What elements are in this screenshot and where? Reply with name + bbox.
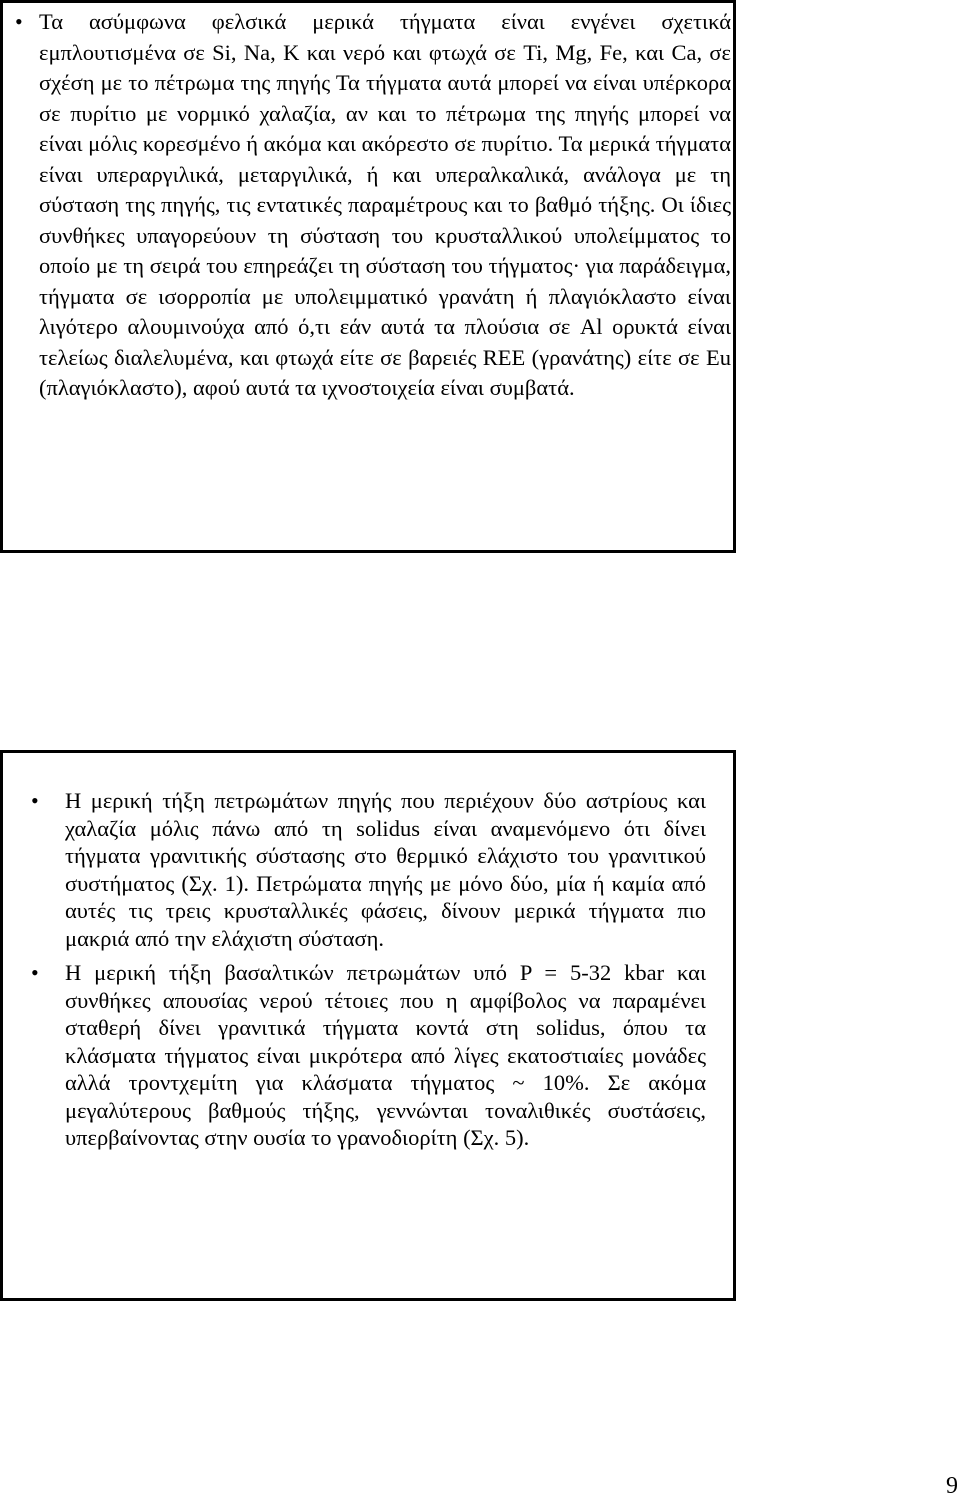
bullet-icon: • bbox=[31, 788, 39, 813]
page-number: 9 bbox=[946, 1473, 958, 1499]
bullet-icon: • bbox=[15, 9, 23, 34]
bullet-icon: • bbox=[31, 960, 39, 985]
slide-2 bbox=[0, 750, 736, 1301]
bullet-text: Τα ασύμφωνα φελσικά μερικά τήγματα είναι ενγένει σχετικά εμπλουτισμένα σε Si, Na, K και νερό και φτωχά σε Ti, Mg, Fe, και Ca, σε σχέση με το πέτρωμα της πηγής Τα τήγματα αυτά μπορεί να είναι υπέρκορα σε πυρίτιο με νορμικό χαλαζία, αν και το πέτρωμα της πηγής μπορεί να είναι μόλις κορεσμένο ή ακόμα και ακόρεστο σε πυρίτιο. Τα μερικά τήγματα είναι υπεραργιλικά, μεταργιλικά, ή και υπεραλκαλικά, ανάλογα με τη σύσταση της πηγής, τις εντατικές παραμέτρους και το βαθμό τήξης. Οι ίδιες συνθήκες υπαγορεύουν τη σύσταση του κρυσταλλικού υπολείμματος το οποίο με τη σειρά του επηρεάζει τη σύσταση του τήγματος· για παράδειγμα, τήγματα σε ισορροπία με υπολειμματικό γρανάτη ή πλαγιόκλαστο είναι λιγότερο αλουμινούχα από ό,τι εάν αυτά τα πλούσια σε Al ορυκτά είναι τελείως διαλελυμένα, και φτωχά είτε σε βαρειές REE (γρανάτης) είτε σε Eu (πλαγιόκλαστο), αφού αυτά τα ιχνοστοιχεία είναι συμβατά. bbox=[39, 9, 731, 400]
bullet-list bbox=[15, 7, 731, 404]
bullet-item bbox=[15, 7, 731, 404]
bullet-item bbox=[31, 959, 706, 1152]
bullet-text: Η μερική τήξη πετρωμάτων πηγής που περιέχουν δύο αστρίους και χαλαζία μόλις πάνω από τη solidus είναι αναμενόμενο ότι δίνει τήγματα γρανιτικής σύστασης στο θερμικό ελάχιστο του γρανιτικού συστήματος (Σχ. 1). Πετρώματα πηγής με μόνο δύο, μία ή καμία από αυτές τις τρεις κρυσταλλικές φάσεις, δίνουν μερικά τήγματα πιο μακριά από την ελάχιστη σύσταση. bbox=[65, 788, 706, 951]
slide-1 bbox=[0, 0, 736, 553]
bullet-text: Η μερική τήξη βασαλτικών πετρωμάτων υπό P = 5-32 kbar και συνθήκες απουσίας νερού τέτοιες που η αμφίβολος να παραμένει σταθερή δίνει γρανιτικά τήγματα κοντά στη solidus, όπου τα κλάσματα τήγματος είναι μικρότερα από λίγες εκατοστιαίες μονάδες αλλά τροντχεμίτη για κλάσματα τήγματος ~ 10%. Σε ακόμα μεγαλύτερους βαθμούς τήξης, γεννώνται τοναλιθικές συστάσεις, υπερβαίνοντας στην ουσία το γρανοδιορίτη (Σχ. 5). bbox=[65, 960, 706, 1150]
bullet-item bbox=[31, 787, 706, 952]
bullet-list bbox=[31, 787, 706, 1159]
